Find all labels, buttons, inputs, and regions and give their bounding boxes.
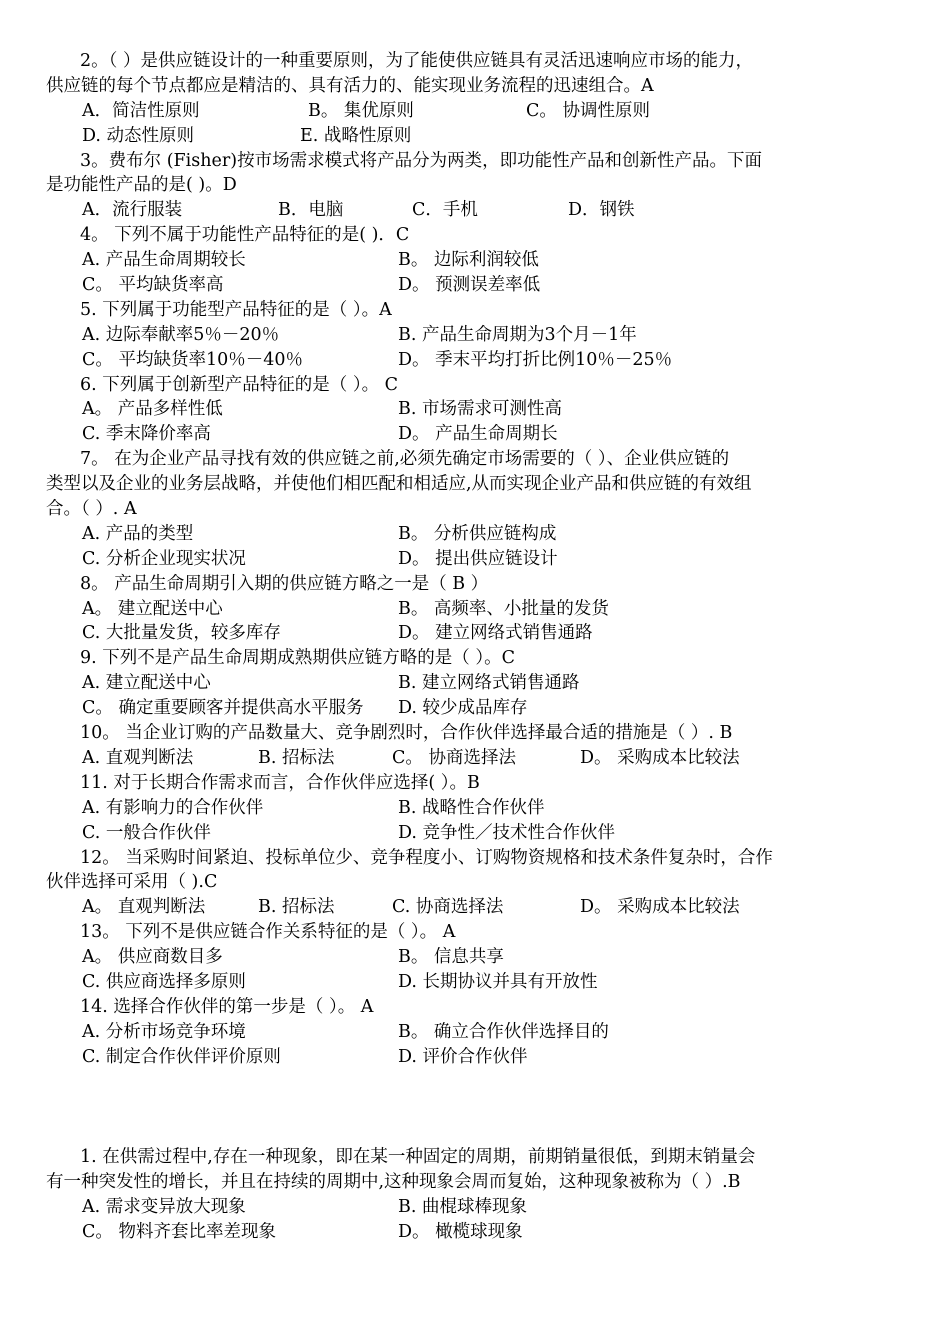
answer-option: B. 市场需求可测性高 <box>398 399 562 420</box>
answer-option: A. 产品的类型 <box>82 523 194 544</box>
answer-option: B。 分析供应链构成 <box>398 523 557 544</box>
answer-option: D. 竞争性／技术性合作伙伴 <box>398 822 616 843</box>
answer-option: E. 战略性原则 <box>300 125 412 146</box>
answer-option: A。 直观判断法 <box>82 897 206 918</box>
question-stem: 9. 下列不是产品生命周期成熟期供应链方略的是（ ）。C <box>80 648 515 669</box>
option-row <box>46 323 908 348</box>
option-row <box>46 99 908 124</box>
answer-option: B. 产品生命周期为3个月－1年 <box>398 324 637 345</box>
answer-option: C。 确定重要顾客并提供高水平服务 <box>82 698 364 719</box>
option-row <box>46 1020 908 1045</box>
answer-option: A。 供应商数目多 <box>82 947 223 968</box>
answer-option: A. 需求变异放大现象 <box>82 1196 246 1217</box>
answer-option: C. 协商选择法 <box>392 897 504 918</box>
answer-option: B。 集优原则 <box>308 100 414 121</box>
option-row <box>46 248 908 273</box>
answer-option: A。 产品多样性低 <box>82 399 223 420</box>
option-row <box>46 621 908 646</box>
answer-option: B. 建立网络式销售通路 <box>398 673 580 694</box>
answer-option: C. 大批量发货，较多库存 <box>82 623 281 644</box>
answer-option: A。 建立配送中心 <box>82 598 223 619</box>
question-stem: 4。 下列不属于功能性产品特征的是( )．C <box>80 225 410 246</box>
answer-option: D．钢铁 <box>568 200 635 221</box>
question-stem: 13。 下列不是供应链合作关系特征的是（ ）。 A <box>80 922 456 943</box>
answer-option: C. 制定合作伙伴评价原则 <box>82 1046 281 1067</box>
option-row <box>46 1195 908 1220</box>
answer-option: B．电脑 <box>278 200 344 221</box>
option-row <box>46 273 908 298</box>
answer-option: B. 战略性合作伙伴 <box>398 797 545 818</box>
answer-option: C。 协商选择法 <box>392 747 516 768</box>
option-row <box>46 547 908 572</box>
answer-option: C。 平均缺货率高 <box>82 275 224 296</box>
option-row <box>46 348 908 373</box>
answer-option: C。 平均缺货率10％－40％ <box>82 349 303 370</box>
answer-option: D。 采购成本比较法 <box>580 897 740 918</box>
question-stem: 12。 当采购时间紧迫、投标单位少、竞争程度小、订购物资规格和技术条件复杂时，合作 <box>80 847 773 868</box>
question-block-second <box>46 1145 908 1245</box>
question-stem: 11. 对于长期合作需求而言，合作伙伴应选择( ）。B <box>80 772 480 793</box>
answer-option: C。 协调性原则 <box>526 100 650 121</box>
answer-option: B. 招标法 <box>258 747 335 768</box>
option-row <box>46 422 908 447</box>
answer-option: B. 曲棍球棒现象 <box>398 1196 527 1217</box>
option-row <box>46 1220 908 1245</box>
question-stem-continued: 是功能性产品的是( )。D <box>46 175 237 196</box>
question-stem-continued: 类型以及企业的业务层战略，并使他们相匹配和相适应,从而实现企业产品和供应链的有效组 <box>46 474 752 495</box>
answer-option: A. 产品生命周期较长 <box>82 250 246 271</box>
answer-option: D. 长期协议并具有开放性 <box>398 971 598 992</box>
question-stem: 10。 当企业订购的产品数量大、竞争剧烈时，合作伙伴选择最合适的措施是（ ）. B <box>80 723 733 744</box>
question-stem: 7。 在为企业产品寻找有效的供应链之前,必须先确定市场需要的（ ）、企业供应链的 <box>80 449 730 470</box>
answer-option: C. 供应商选择多原则 <box>82 971 246 992</box>
answer-option: A. 边际奉献率5％－20％ <box>82 324 280 345</box>
question-stem-continued: 伙伴选择可采用（ ).C <box>46 872 218 893</box>
question-stem: 14. 选择合作伙伴的第一步是（ ）。 A <box>80 996 374 1017</box>
answer-option: D。 预测误差率低 <box>398 275 541 296</box>
option-row <box>46 895 908 920</box>
question-stem: 8。 产品生命周期引入期的供应链方略之一是（ B ） <box>80 573 489 594</box>
answer-option: A．简洁性原则 <box>82 100 200 121</box>
question-stem: 3。费布尔 (Fisher)按市场需求模式将产品分为两类，即功能性产品和创新性产品。下面 <box>80 150 763 171</box>
answer-option: D。 建立网络式销售通路 <box>398 623 593 644</box>
option-row <box>46 970 908 995</box>
question-stem: 2。（ ）是供应链设计的一种重要原则，为了能使供应链具有灵活迅速响应市场的能力， <box>80 51 753 71</box>
option-row <box>46 397 908 422</box>
answer-option: D. 较少成品库存 <box>398 698 528 719</box>
answer-option: A. 建立配送中心 <box>82 673 211 694</box>
answer-option: B。 信息共享 <box>398 947 504 968</box>
answer-option: C. 一般合作伙伴 <box>82 822 211 843</box>
question-block-main <box>46 49 908 1070</box>
answer-option: A．流行服装 <box>82 200 183 221</box>
question-stem-continued: 供应链的每个节点都应是精洁的、具有活力的、能实现业务流程的迅速组合。A <box>46 75 654 96</box>
answer-option: D。 季末平均打折比例10％－25％ <box>398 349 673 370</box>
answer-option: B。 高频率、小批量的发货 <box>398 598 609 619</box>
option-row <box>46 198 908 223</box>
option-row <box>46 821 908 846</box>
answer-option: C. 季末降价率高 <box>82 424 211 445</box>
option-row <box>46 696 908 721</box>
answer-option: B。 确立合作伙伴选择目的 <box>398 1021 609 1042</box>
answer-option: D。 产品生命周期长 <box>398 424 558 445</box>
option-row <box>46 597 908 622</box>
answer-option: D. 评价合作伙伴 <box>398 1046 528 1067</box>
answer-option: A. 有影响力的合作伙伴 <box>82 797 264 818</box>
question-stem-continued: 合。（ ）. A <box>46 499 137 520</box>
answer-option: A. 分析市场竞争环境 <box>82 1021 246 1042</box>
question-stem-continued: 有一种突发性的增长，并且在持续的周期中,这种现象会周而复始，这种现象被称为（ ）.B <box>46 1171 741 1192</box>
option-row <box>46 124 908 149</box>
answer-option: B. 招标法 <box>258 897 335 918</box>
answer-option: C。 物料齐套比率差现象 <box>82 1221 276 1242</box>
question-stem: 5. 下列属于功能型产品特征的是（ ）。A <box>80 299 392 320</box>
answer-option: D。 提出供应链设计 <box>398 548 558 569</box>
answer-option: B。 边际利润较低 <box>398 250 539 271</box>
question-stem: 6. 下列属于创新型产品特征的是（ ）。 C <box>80 374 399 395</box>
option-row <box>46 796 908 821</box>
option-row <box>46 522 908 547</box>
answer-option: D. 动态性原则 <box>82 125 195 146</box>
answer-option: D。 采购成本比较法 <box>580 747 740 768</box>
answer-option: C. 分析企业现实状况 <box>82 548 246 569</box>
option-row <box>46 671 908 696</box>
question-stem: 1. 在供需过程中,存在一种现象，即在某一种固定的周期，前期销量很低，到期末销量会 <box>80 1147 756 1167</box>
option-row <box>46 746 908 771</box>
answer-option: D。 橄榄球现象 <box>398 1221 523 1242</box>
option-row <box>46 1045 908 1070</box>
option-row <box>46 945 908 970</box>
answer-option: A. 直观判断法 <box>82 747 194 768</box>
answer-option: C．手机 <box>412 200 478 221</box>
